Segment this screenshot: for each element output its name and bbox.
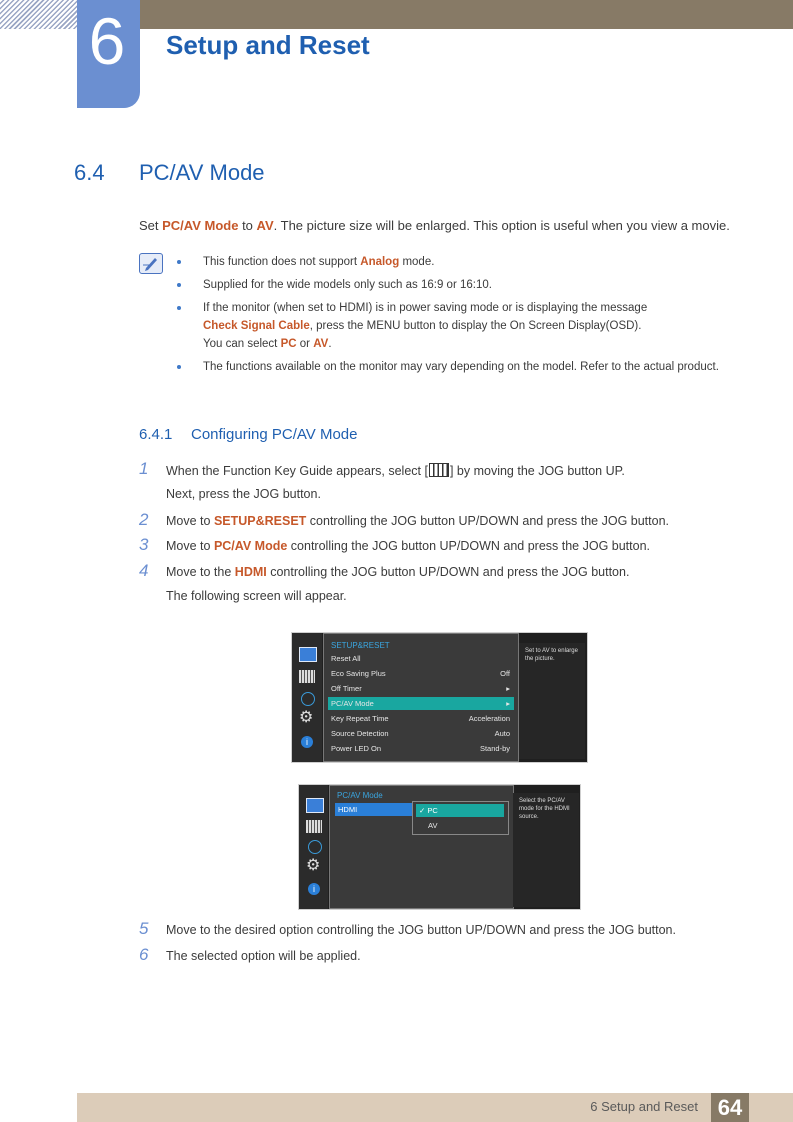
note-highlight-analog: Analog — [360, 256, 400, 268]
osd-sidebar — [292, 633, 322, 762]
osd-row-label: Eco Saving Plus — [331, 669, 386, 678]
onscreen-display-icon — [306, 820, 322, 833]
note-highlight-check-signal: Check Signal Cable — [203, 320, 310, 332]
step-highlight: PC/AV Mode — [213, 539, 288, 553]
note-text: The functions available on the monitor may vary depending on the model. Refer to the actual product. — [203, 361, 719, 373]
step-5-text: Move to the desired option controlling the JOG button UP/DOWN and press the JOG button. — [166, 923, 676, 937]
gear-icon: ⚙ — [299, 709, 314, 726]
function-key-guide-icon — [429, 463, 449, 477]
osd-row-label: PC/AV Mode — [331, 699, 374, 708]
osd-screen-pcav-mode — [298, 784, 581, 910]
osd-help-text: Select the PC/AV mode for the HDMI source. — [513, 793, 579, 907]
gear-icon: ⚙ — [306, 857, 321, 874]
osd-row-off-timer[interactable] — [328, 682, 514, 695]
osd-row-value: Stand-by — [479, 744, 510, 753]
intro-highlight-av: AV — [256, 218, 274, 233]
note-text: , press the MENU button to display the On Screen Display(OSD). — [309, 320, 642, 332]
info-icon: i — [308, 883, 320, 895]
info-icon: i — [301, 736, 313, 748]
step-text: controlling the JOG button UP/DOWN and press the JOG button. — [287, 539, 650, 553]
osd-row-label: Reset All — [331, 654, 361, 663]
note-icon — [139, 253, 163, 274]
footer-chapter-label: 6 Setup and Reset — [590, 1099, 698, 1114]
step-highlight: HDMI — [234, 565, 267, 579]
step-highlight: SETUP&RESET — [213, 514, 307, 528]
header-hatch — [0, 0, 78, 29]
step-number: 6 — [139, 945, 149, 964]
notes-list — [177, 253, 737, 381]
osd-row-label: Key Repeat Time — [331, 714, 389, 723]
intro-text: Set — [139, 218, 163, 233]
osd-row-power-led[interactable] — [328, 742, 514, 755]
step-number: 5 — [139, 919, 149, 938]
note-item — [177, 253, 737, 271]
header-bar — [78, 0, 793, 29]
step-number: 3 — [139, 535, 149, 554]
osd-screen-setup-reset — [291, 632, 588, 763]
step-text: Move to — [166, 514, 214, 528]
step-number: 1 — [139, 459, 149, 478]
osd-row-value: Acceleration — [468, 714, 510, 723]
step-2-text — [166, 514, 669, 528]
step-text: controlling the JOG button UP/DOWN and press the JOG button. — [306, 514, 669, 528]
step-text: Move to — [166, 539, 214, 553]
subsection-title: Configuring PC/AV Mode — [191, 426, 358, 443]
step-text: controlling the JOG button UP/DOWN and press the JOG button. — [266, 565, 630, 579]
system-icon — [308, 840, 322, 854]
intro-text: . The picture size will be enlarged. This option is useful when you view a movie. — [273, 218, 730, 233]
section-number: 6.4 — [74, 160, 105, 185]
step-1-text — [166, 463, 625, 478]
osd-row-pcav-mode[interactable] — [328, 697, 514, 710]
osd-menu-header: PC/AV Mode — [337, 791, 383, 800]
note-text: . — [328, 338, 332, 350]
note-item — [177, 358, 737, 376]
note-item — [177, 299, 737, 353]
step-number: 2 — [139, 510, 149, 529]
step-3-text — [166, 539, 650, 553]
osd-row-source-detection[interactable] — [328, 727, 514, 740]
intro-text: to — [238, 218, 257, 233]
step-number: 4 — [139, 561, 149, 580]
note-text: mode. — [399, 256, 435, 268]
osd-row-value: ▸ — [506, 699, 510, 708]
osd-menu — [329, 785, 514, 909]
osd-option-av[interactable]: AV — [428, 821, 438, 830]
note-item — [177, 276, 737, 294]
osd-menu-header: SETUP&RESET — [331, 641, 390, 650]
chapter-title: Setup and Reset — [166, 30, 370, 60]
osd-option-label: PC — [427, 806, 438, 815]
system-icon — [301, 692, 315, 706]
osd-row-eco-saving[interactable] — [328, 667, 514, 680]
note-text: or — [296, 338, 314, 350]
osd-dropdown — [412, 801, 509, 835]
picture-icon — [299, 647, 317, 662]
step-6-text: The selected option will be applied. — [166, 949, 361, 963]
osd-menu — [323, 633, 519, 762]
step-4-text — [166, 565, 629, 579]
picture-icon — [306, 798, 324, 813]
subsection-number: 6.4.1 — [139, 426, 173, 443]
onscreen-display-icon — [299, 670, 315, 683]
osd-row-reset-all[interactable] — [328, 652, 514, 665]
note-text: Supplied for the wide models only such as 16:9 or 16:10. — [203, 279, 492, 291]
note-text: You can select — [203, 338, 281, 350]
section-title: PC/AV Mode — [139, 160, 265, 185]
osd-row-hdmi[interactable]: HDMI — [335, 803, 412, 816]
intro-paragraph — [139, 218, 730, 233]
step-4-next: The following screen will appear. — [166, 589, 347, 603]
osd-help-text: Set to AV to enlarge the picture. — [519, 643, 585, 759]
step-1-next: Next, press the JOG button. — [166, 487, 321, 501]
step-text: Move to the — [166, 565, 235, 579]
osd-sidebar — [299, 785, 328, 909]
osd-row-label: Off Timer — [331, 684, 362, 693]
note-text: If the monitor (when set to HDMI) is in power saving mode or is displaying the message — [203, 302, 648, 314]
osd-row-key-repeat[interactable] — [328, 712, 514, 725]
step-text: When the Function Key Guide appears, select [ — [166, 464, 428, 478]
osd-row-value: Auto — [494, 729, 510, 738]
chapter-number: 6 — [88, 4, 126, 78]
osd-row-label: Power LED On — [331, 744, 382, 753]
check-icon: ✓ — [419, 806, 426, 815]
note-highlight-av: AV — [313, 338, 329, 350]
intro-highlight-pcav: PC/AV Mode — [162, 218, 239, 233]
page-number: 64 — [711, 1093, 749, 1122]
step-text: ] by moving the JOG button UP. — [449, 464, 625, 478]
osd-row-label: Source Detection — [331, 729, 389, 738]
note-text: This function does not support — [203, 256, 361, 268]
note-highlight-pc: PC — [280, 338, 297, 350]
osd-option-pc[interactable] — [416, 804, 504, 817]
osd-row-value: Off — [500, 669, 510, 678]
osd-row-value: ▸ — [506, 684, 510, 693]
